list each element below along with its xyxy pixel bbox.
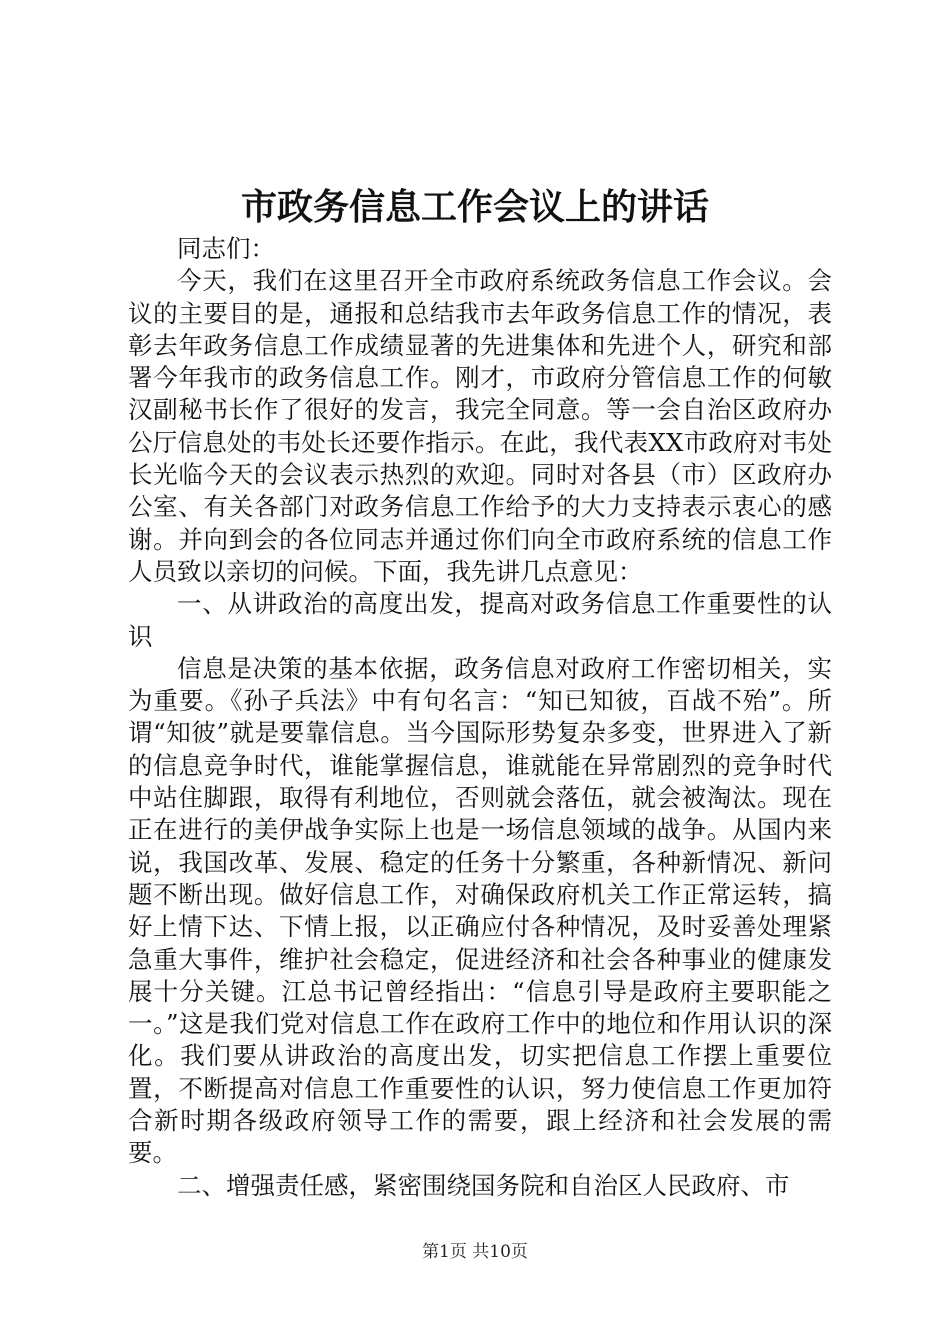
section-heading: 二、增强责任感，紧密围绕国务院和自治区人民政府、市 bbox=[177, 1170, 790, 1200]
page-number-footer: 第1页 共10页 bbox=[422, 1242, 528, 1262]
salutation-paragraph: 同志们： bbox=[177, 234, 275, 263]
page-title: 市政务信息工作会议上的讲话 bbox=[240, 186, 709, 228]
section-heading: 一、从讲政治的高度出发，提高对政务信息工作重要性的认识 bbox=[128, 589, 832, 651]
body-paragraph: 今天，我们在这里召开全市政府系统政务信息工作会议。会议的主要目的是，通报和总结我市去年政务信息工作的情况，表彰去年政务信息工作成绩显著的先进集体和先进个人，研究和部署今年我市的政务信息工作。刚才，市政府分管信息工作的何敏汉副秘书长作了很好的发言，我完全同意。等一会自治区政府办公厅信息处的韦处长还要作指示。在此，我代表XX市政府对韦处长光临今天的会议表示热烈的欢迎。同时对各县（市）区政府办公室、有关各部门对政务信息工作给予的大力支持表示衷心的感谢。并向到会的各位同志并通过你们向全市政府系统的信息工作人员致以亲切的问候。下面，我先讲几点意见： bbox=[128, 266, 832, 586]
body-paragraph: 信息是决策的基本依据，政务信息对政府工作密切相关，实为重要。《孙子兵法》中有句名言：“知已知彼，百战不殆”。所谓“知彼”就是要靠信息。当今国际形势复杂多变，世界进入了新的信息竞争时代，谁能掌握信息，谁就能在异常剧烈的竞争时代中站住脚跟，取得有利地位，否则就会落伍，就会被淘汰。现在正在进行的美伊战争实际上也是一场信息领域的战争。从国内来说，我国改革、发展、稳定的任务十分繁重，各种新情况、新问题不断出现。做好信息工作，对确保政府机关工作正常运转，搞好上情下达、下情上报，以正确应付各种情况，及时妥善处理紧急重大事件，维护社会稳定，促进经济和社会各种事业的健康发展十分关键。江总书记曾经指出：“信息引导是政府主要职能之一。”这是我们党对信息工作在政府工作中的地位和作用认识的深化。我们要从讲政治的高度出发，切实把信息工作摆上重要位置，不断提高对信息工作重要性的认识，努力使信息工作更加符合新时期各级政府领导工作的需要，跟上经济和社会发展的需要。 bbox=[128, 653, 832, 1168]
document-body bbox=[128, 233, 832, 1202]
